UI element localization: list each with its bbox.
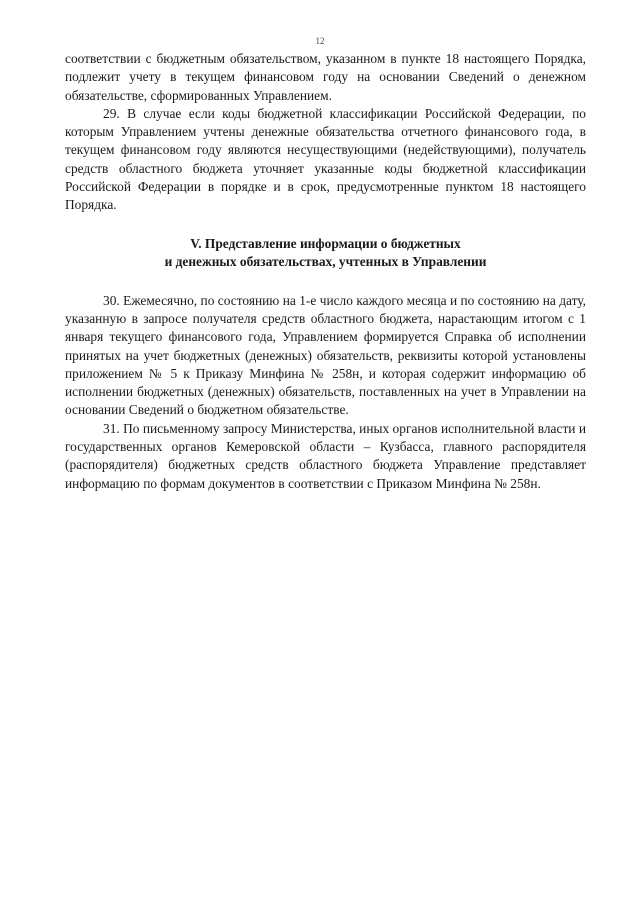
paragraph-30: 30. Ежемесячно, по состоянию на 1-е число каждого месяца и по состоянию на дату, указанную в запросе получателя средств областного бюджета, нарастающим итогом с 1 января текущего финансового года, Управлением формируется Справка об исполнении принятых на учет бюджетных (денежных) обязательств, реквизиты которой установлены приложением № 5 к Приказу Минфина № 258н, и которая содержит информацию об исполнении бюджетных (денежных) обязательств, поставленных на учет в Управлении на основании Сведений о бюджетном обязательстве.	[65, 292, 586, 418]
page-number: 12	[315, 36, 325, 46]
section-heading-line-2: и денежных обязательствах, учтенных в Управлении	[164, 254, 487, 270]
paragraph-continuation: соответствии с бюджетным обязательством, указанном в пункте 18 настоящего Порядка, подлежит учету в текущем финансовом году на основании Сведений о денежном обязательстве, сформированных Управлением.	[65, 51, 586, 103]
section-heading-line-1: V. Представление информации о бюджетных	[190, 235, 461, 251]
document-body	[65, 50, 586, 493]
section-heading	[65, 235, 586, 272]
paragraph-31: 31. По письменному запросу Министерства, иных органов исполнительной власти и государственных органов Кемеровской области – Кузбасса, главного распорядителя (распорядителя) бюджетных средств областного бюджета Управление представляет информацию по формам документов в соответствии с Приказом Минфина № 258н.	[65, 420, 586, 491]
paragraph-29: 29. В случае если коды бюджетной классификации Российской Федерации, по которым Управлением учтены денежные обязательства отчетного финансового года, в текущем финансовом году являются несуществующими (недействующими), получатель средств областного бюджета уточняет указанные коды бюджетной классификации Российской Федерации в порядке и в срок, предусмотренные пунктом 18 настоящего Порядка.	[65, 105, 586, 213]
